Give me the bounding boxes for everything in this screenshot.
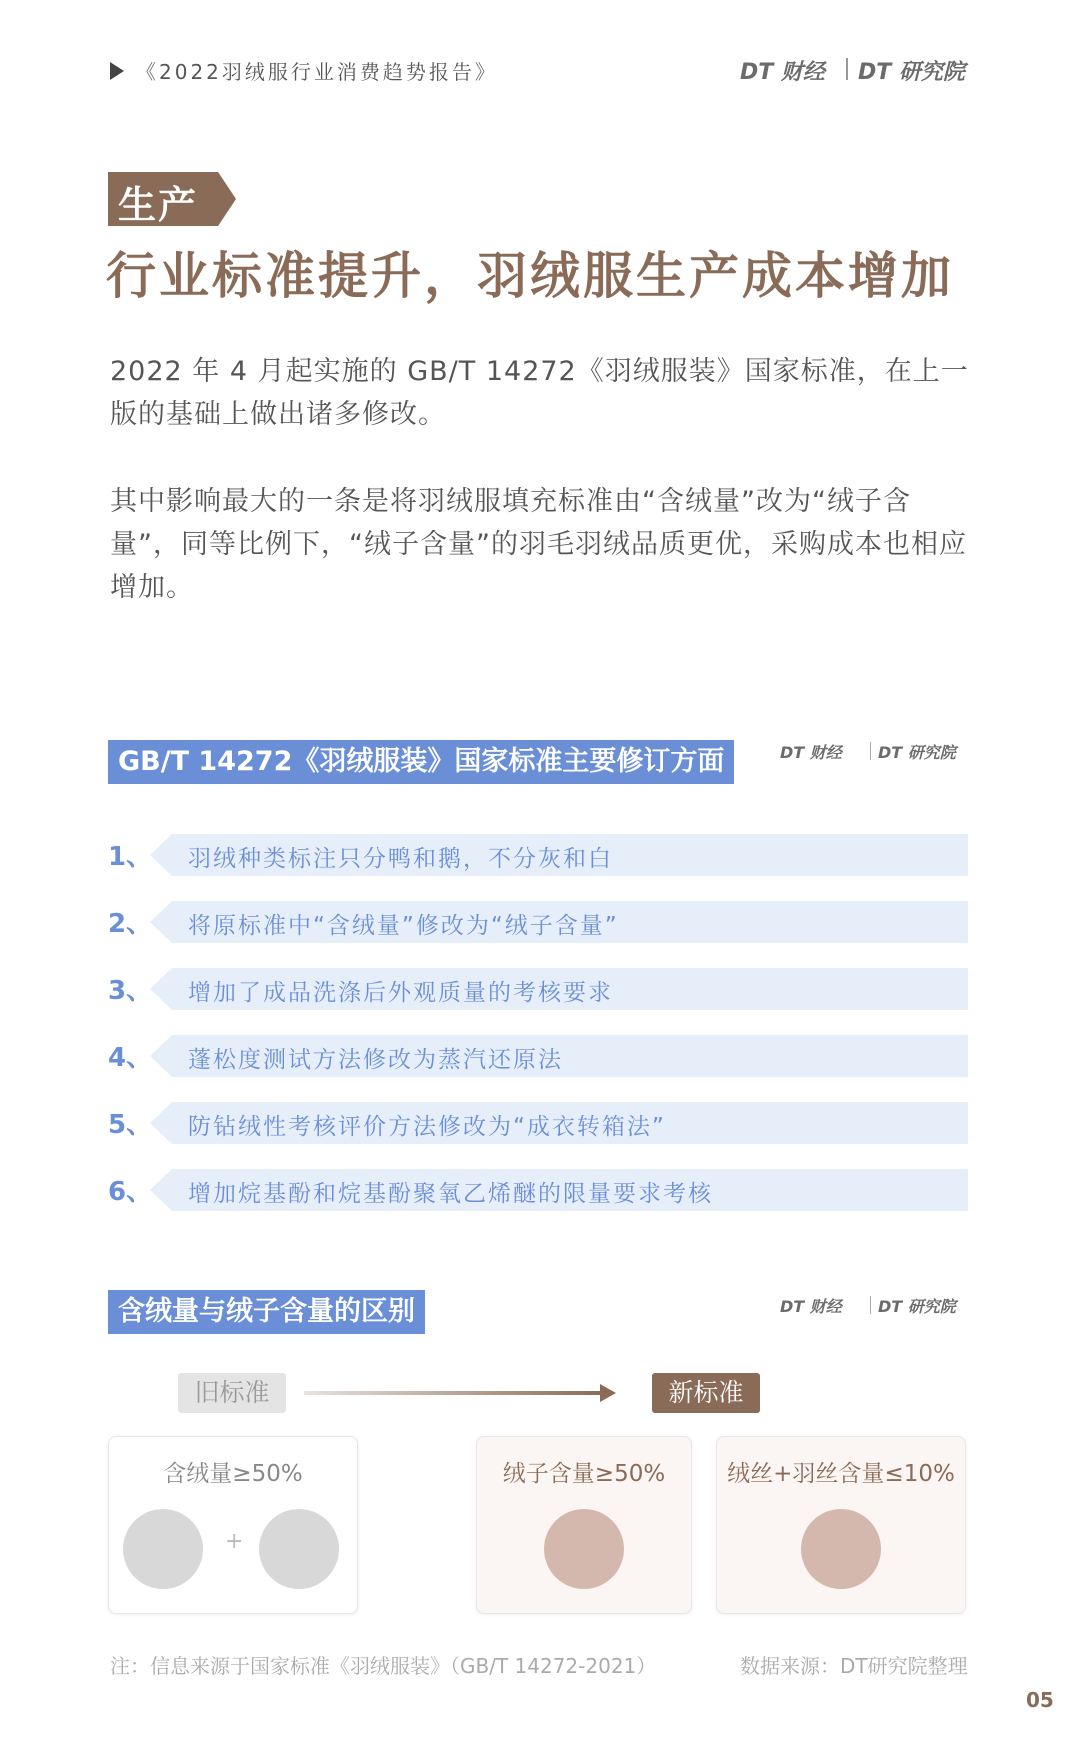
revisions-heading: GB/T 14272《羽绒服装》国家标准主要修订方面 xyxy=(108,740,734,784)
list-number: 1、 xyxy=(108,842,153,872)
brand-divider xyxy=(846,58,848,80)
brand-divider xyxy=(870,1296,871,1314)
list-item xyxy=(108,968,968,1010)
list-number: 3、 xyxy=(108,976,153,1006)
page-number: 05 xyxy=(1026,1688,1054,1712)
brand-dt-institute: DT 研究院 xyxy=(878,743,956,762)
list-number: 4、 xyxy=(108,1043,153,1073)
comparison-heading: 含绒量与绒子含量的区别 xyxy=(108,1290,425,1334)
brand-dt-finance: DT 财经 xyxy=(780,1297,842,1316)
list-text: 增加烷基酚和烷基酚聚氧乙烯醚的限量要求考核 xyxy=(188,1181,713,1207)
list-text: 增加了成品洗涤后外观质量的考核要求 xyxy=(188,980,613,1006)
list-number: 2、 xyxy=(108,909,153,939)
plus-icon: + xyxy=(225,1529,244,1554)
list-text: 蓬松度测试方法修改为蒸汽还原法 xyxy=(188,1047,563,1073)
section-tag: 生产 xyxy=(118,183,199,227)
card-label: 绒丝+羽丝含量≤10% xyxy=(727,1461,955,1487)
list-number: 6、 xyxy=(108,1177,153,1207)
brand-dt-finance: DT 财经 xyxy=(740,60,825,85)
brand-dt-institute: DT 研究院 xyxy=(878,1297,956,1316)
list-number: 5、 xyxy=(108,1110,153,1140)
list-text: 羽绒种类标注只分鸭和鹅，不分灰和白 xyxy=(188,846,613,872)
down-cluster-icon xyxy=(123,1509,203,1589)
down-fiber-icon xyxy=(259,1509,339,1589)
brand-dt-institute: DT 研究院 xyxy=(858,60,965,85)
card-label: 含绒量≥50% xyxy=(163,1461,303,1487)
brand-divider xyxy=(870,742,871,760)
down-fiber-icon xyxy=(801,1509,881,1589)
list-text: 将原标准中“含绒量”修改为“绒子含量” xyxy=(188,913,619,939)
play-arrow-icon xyxy=(110,62,124,80)
brand-dt-finance: DT 财经 xyxy=(780,743,842,762)
new-standard-card-1 xyxy=(476,1436,692,1614)
list-item xyxy=(108,834,968,876)
arrow-line xyxy=(304,1391,604,1395)
card-label: 绒子含量≥50% xyxy=(502,1461,666,1487)
footnote: 注：信息来源于国家标准《羽绒服装》（GB/T 14272-2021） xyxy=(110,1654,657,1678)
list-item xyxy=(108,1035,968,1077)
new-standard-label: 新标准 xyxy=(652,1373,760,1413)
down-cluster-icon xyxy=(544,1509,624,1589)
new-standard-card-2 xyxy=(716,1436,966,1614)
list-item xyxy=(108,901,968,943)
page-title: 行业标准提升，羽绒服生产成本增加 xyxy=(106,247,954,305)
report-title: 《2022羽绒服行业消费趋势报告》 xyxy=(136,60,498,84)
paragraph-2: 其中影响最大的一条是将羽绒服填充标准由“含绒量”改为“绒子含量”，同等比例下，“绒子含量”的羽毛羽绒品质更优，采购成本也相应增加。 xyxy=(110,486,967,603)
list-text: 防钻绒性考核评价方法修改为“成衣转箱法” xyxy=(188,1114,666,1140)
old-standard-card xyxy=(108,1436,358,1614)
old-standard-label: 旧标准 xyxy=(178,1373,286,1413)
data-source: 数据来源：DT研究院整理 xyxy=(740,1654,968,1678)
paragraph-1: 2022 年 4 月起实施的 GB/T 14272《羽绒服装》国家标准，在上一版的基础上做出诸多修改。 xyxy=(110,356,969,430)
arrow-right-icon xyxy=(600,1384,616,1402)
list-item xyxy=(108,1169,968,1211)
list-item xyxy=(108,1102,968,1144)
